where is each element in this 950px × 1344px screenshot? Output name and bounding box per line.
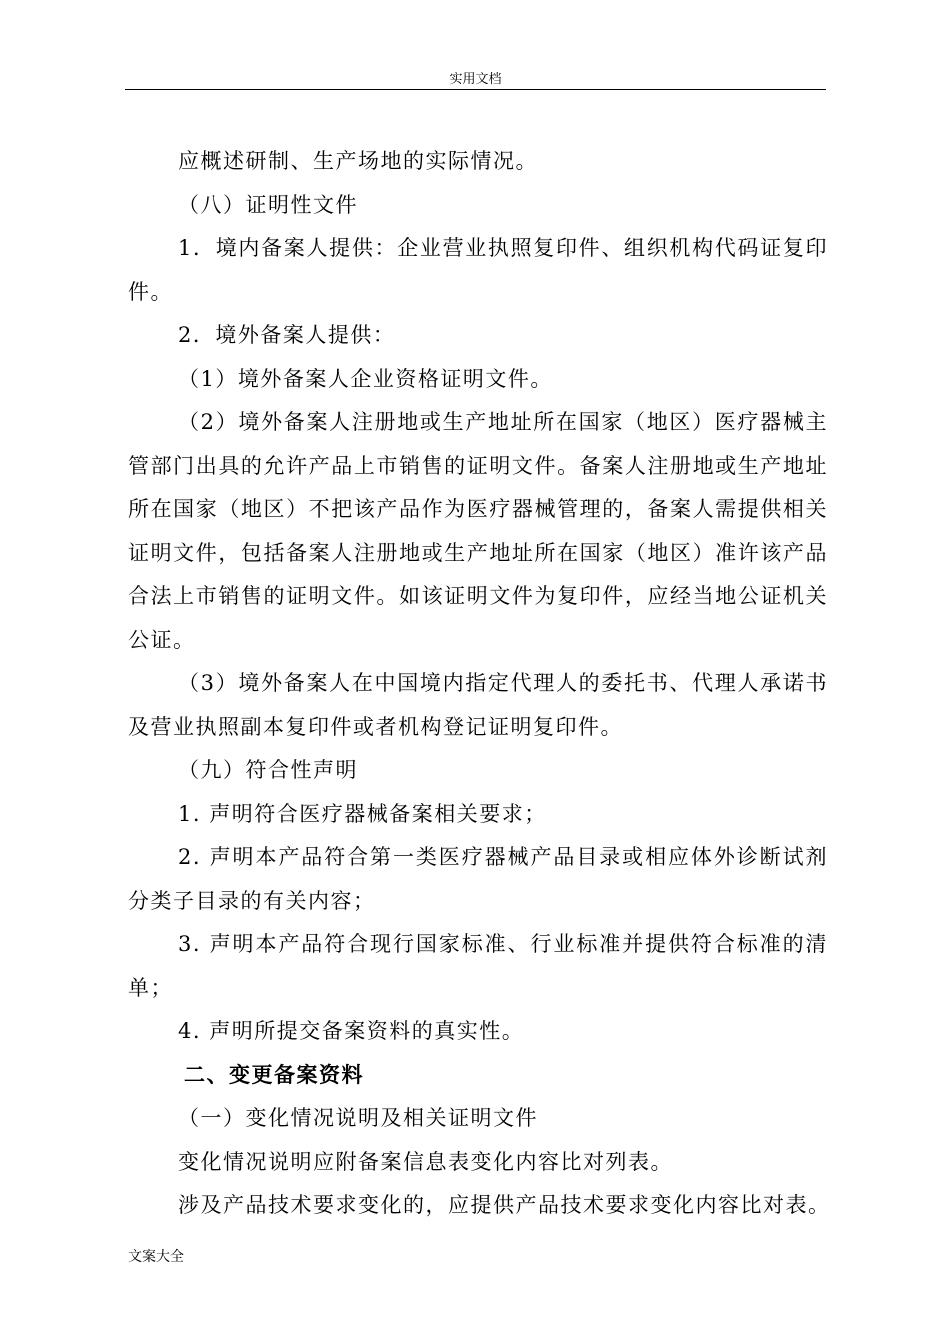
statement-item-4: 4. 声明所提交备案资料的真实性。: [178, 1019, 525, 1043]
page-header: 实用文档: [449, 72, 502, 87]
heading-conformity-statement: （九）符合性声明: [178, 758, 358, 782]
paragraph-domestic-filer: 1．境内备案人提供：企业营业执照复印件、组织机构代码证复印件。: [128, 236, 828, 304]
page-footer: 文案大全: [128, 1249, 184, 1265]
section-heading-change-filing: 二、变更备案资料: [184, 1062, 364, 1087]
heading-proof-documents: （八）证明性文件: [178, 192, 358, 217]
statement-item-1: 1. 声明符合医疗器械备案相关要求；: [178, 801, 547, 826]
header-rule: [125, 89, 826, 90]
list-item-overseas-1: （1）境外备案人企业资格证明文件。: [178, 366, 553, 391]
document-body: [128, 140, 831, 1228]
paragraph-tech-requirements: 涉及产品技术要求变化的，应提供产品技术要求变化内容比对表。: [178, 1193, 831, 1217]
heading-change-description: （一）变化情况说明及相关证明文件: [178, 1106, 538, 1130]
list-item-overseas-2: （2）境外备案人注册地或生产地址所在国家（地区）医疗器械主管部门出具的允许产品上市销售的证明文件。备案人注册地或生产地址所在国家（地区）不把该产品作为医疗器械管理的，备案人需提供相关证明文件，包括备案人注册地或生产地址所在国家（地区）准许该产品合法上市销售的证明文件。如该证明文件为复印件，应经当地公证机关公证。: [128, 410, 828, 652]
paragraph-overseas-filer: 2．境外备案人提供：: [178, 323, 396, 347]
statement-item-3: 3. 声明本产品符合现行国家标准、行业标准并提供符合标准的清单；: [128, 932, 828, 1000]
list-item-overseas-3: （3）境外备案人在中国境内指定代理人的委托书、代理人承诺书及营业执照副本复印件或者机构登记证明复印件。: [128, 671, 828, 739]
paragraph-site-overview: 应概述研制、生产场地的实际情况。: [178, 149, 538, 173]
statement-item-2: 2. 声明本产品符合第一类医疗器械产品目录或相应体外诊断试剂分类子目录的有关内容；: [128, 845, 828, 913]
paragraph-change-table: 变化情况说明应附备案信息表变化内容比对列表。: [178, 1149, 673, 1174]
